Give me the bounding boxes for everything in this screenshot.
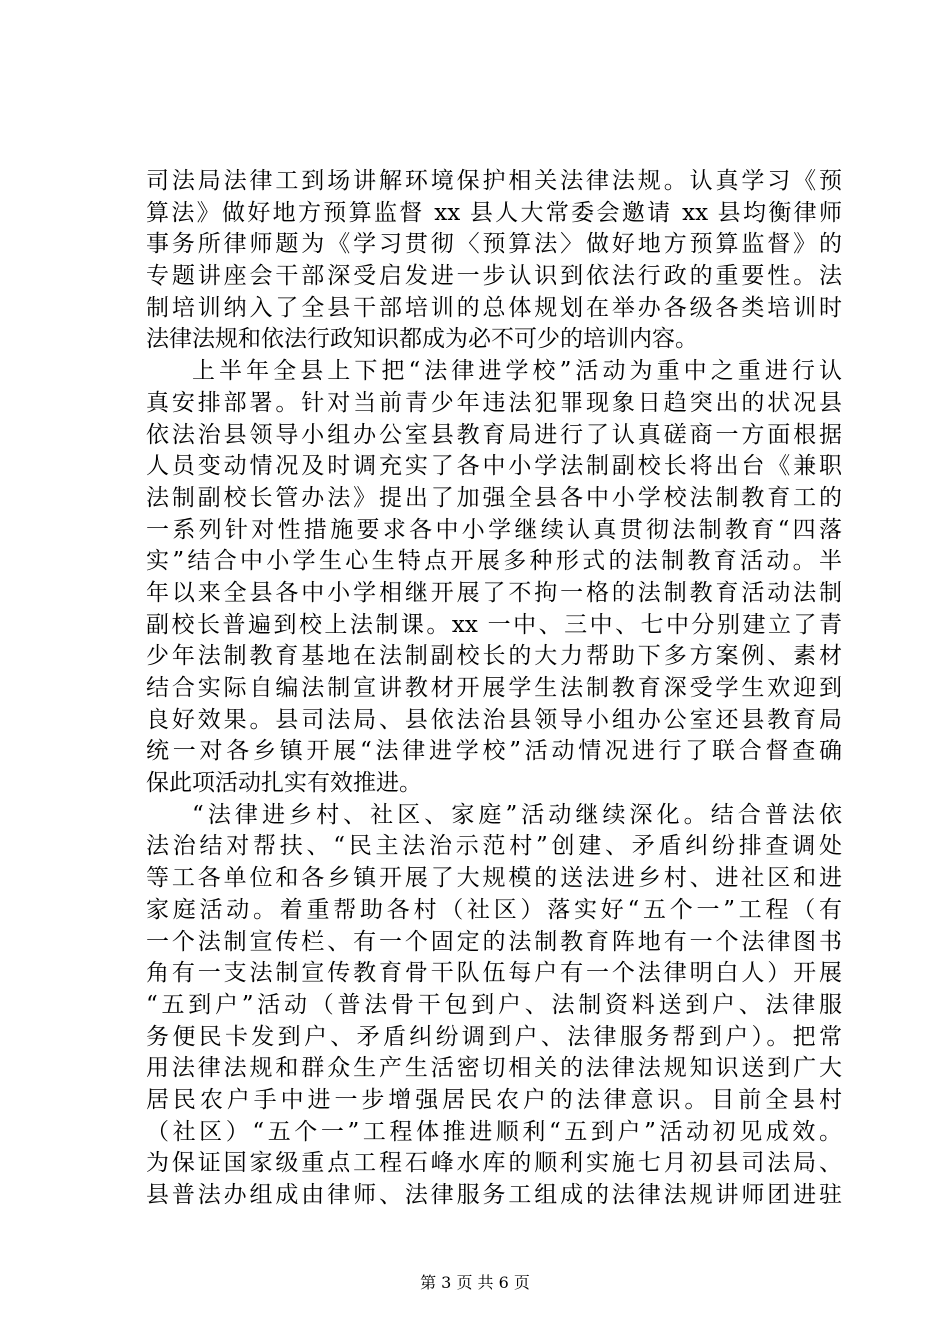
- text-line: 一系列针对性措施要求各中小学继续认真贯彻法制教育“四落: [146, 516, 842, 543]
- text-line: 居民农户手中进一步增强居民农户的法律意识。目前全县村: [146, 1086, 842, 1113]
- text-line: 法律法规和依法行政知识都成为必不可少的培训内容。: [146, 326, 698, 353]
- text-line: （社区）“五个一”工程体推进顺利“五到户”活动初见成效。: [146, 1118, 842, 1145]
- text-line: 用法律法规和群众生产生活密切相关的法律法规知识送到广大: [146, 1055, 842, 1082]
- text-line: 为保证国家级重点工程石峰水库的顺利实施七月初县司法局、: [146, 1150, 842, 1177]
- text-line: 依法治县领导小组办公室县教育局进行了认真磋商一方面根据: [146, 421, 842, 448]
- text-line: 专题讲座会干部深受启发进一步认识到依法行政的重要性。法: [146, 263, 842, 290]
- text-line: 年以来全县各中小学相继开展了不拘一格的法制教育活动法制: [146, 579, 842, 606]
- text-line: 等工各单位和各乡镇开展了大规模的送法进乡村、进社区和进: [146, 865, 842, 892]
- text-line: 家庭活动。着重帮助各村（社区）落实好“五个一”工程（有: [146, 896, 842, 923]
- text-line: 制培训纳入了全县干部培训的总体规划在举办各级各类培训时: [146, 294, 842, 321]
- text-line: 事务所律师题为《学习贯彻〈预算法〉做好地方预算监督》的: [146, 231, 842, 258]
- text-line: 算法》做好地方预算监督 xx 县人大常委会邀请 xx 县均衡律师: [146, 199, 842, 226]
- document-body: [146, 166, 842, 1212]
- text-line: “法律进乡村、社区、家庭”活动继续深化。结合普法依: [192, 801, 842, 828]
- page-footer: 第 3 页 共 6 页: [420, 1273, 530, 1292]
- text-line: 少年法制教育基地在法制副校长的大力帮助下多方案例、素材: [146, 643, 842, 670]
- text-line: 良好效果。县司法局、县依法治县领导小组办公室还县教育局: [146, 706, 842, 733]
- text-line: 结合实际自编法制宣讲教材开展学生法制教育深受学生欢迎到: [146, 675, 842, 701]
- text-line: 角有一支法制宣传教育骨干队伍每户有一个法律明白人）开展: [146, 960, 842, 987]
- text-line: 实”结合中小学生心生特点开展多种形式的法制教育活动。半: [146, 548, 842, 575]
- text-line: 县普法办组成由律师、法律服务工组成的法律法规讲师团进驻: [146, 1182, 842, 1208]
- text-line: 务便民卡发到户、矛盾纠纷调到户、法律服务帮到户）。把常: [146, 1023, 842, 1050]
- text-line: 一个法制宣传栏、有一个固定的法制教育阵地有一个法律图书: [146, 928, 842, 955]
- text-line: 上半年全县上下把“法律进学校”活动为重中之重进行认: [192, 358, 842, 385]
- text-line: 法治结对帮扶、“民主法治示范村”创建、矛盾纠纷排查调处: [146, 833, 842, 860]
- text-line: 法制副校长管办法》提出了加强全县各中小学校法制教育工的: [146, 484, 842, 511]
- text-line: “五到户”活动（普法骨干包到户、法制资料送到户、法律服: [146, 991, 842, 1018]
- text-line: 副校长普遍到校上法制课。xx 一中、三中、七中分别建立了青: [146, 611, 842, 638]
- text-line: 统一对各乡镇开展“法律进学校”活动情况进行了联合督查确: [146, 738, 842, 765]
- text-line: 司法局法律工到场讲解环境保护相关法律法规。认真学习《预: [146, 168, 842, 194]
- text-line: 真安排部署。针对当前青少年违法犯罪现象日趋突出的状况县: [146, 389, 842, 416]
- text-line: 保此项活动扎实有效推进。: [146, 770, 422, 797]
- text-line: 人员变动情况及时调充实了各中小学法制副校长将出台《兼职: [146, 453, 842, 480]
